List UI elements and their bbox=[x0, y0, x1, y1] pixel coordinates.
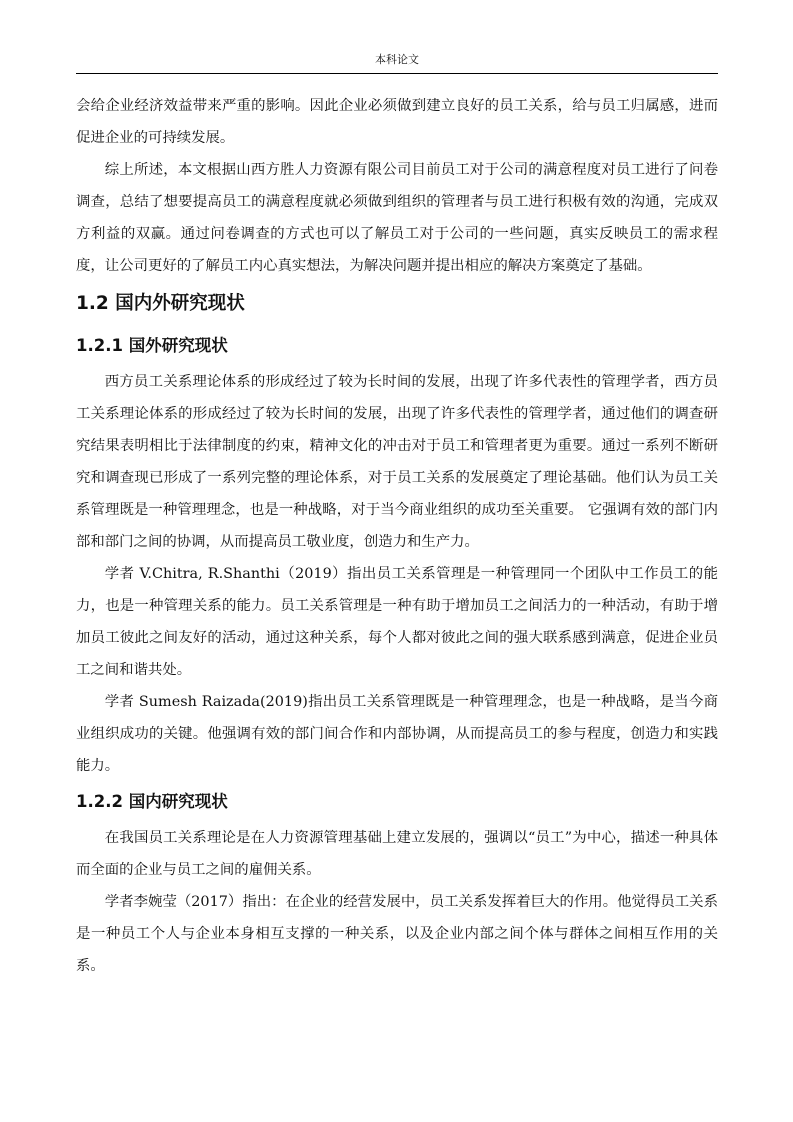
paragraph-continued: 会给企业经济效益带来严重的影响。因此企业必须做到建立良好的员工关系，给与员工归属感，进而促进企业的可持续发展。 bbox=[76, 98, 718, 146]
page-body bbox=[76, 90, 718, 982]
subsection-heading-1-2-1: 1.2.1 国外研究现状 bbox=[76, 336, 228, 355]
paragraph-western-theory: 西方员工关系理论体系的形成经过了较为长时间的发展，出现了许多代表性的管理学者，西方员工关系理论体系的形成经过了较为长时间的发展，出现了许多代表性的管理学者，通过他们的调查研究结果表明相比于法律制度的约束，精神文化的冲击对于员工和管理者更为重要。通过一系列不断研究和调查现已形成了一系列完整的理论体系，对于员工关系的发展奠定了理论基础。他们认为员工关系管理既是一种管理理念，也是一种战略，对于当今商业组织的成功至关重要。 它强调有效的部门内部和部门之间的协调，从而提高员工敬业度，创造力和生产力。 bbox=[76, 374, 718, 550]
running-header: 本科论文 bbox=[375, 53, 419, 66]
paragraph-domestic-theory: 在我国员工关系理论是在人力资源管理基础上建立发展的，强调以“员工”为中心，描述一种具体而全面的企业与员工之间的雇佣关系。 bbox=[76, 830, 718, 878]
paragraph-summary: 综上所述，本文根据山西方胜人力资源有限公司目前员工对于公司的满意程度对员工进行了问卷调查，总结了想要提高员工的满意程度就必须做到组织的管理者与员工进行积极有效的沟通，完成双方利益的双赢。通过问卷调查的方式也可以了解员工对于公司的一些问题，真实反映员工的需求程度，让公司更好的了解员工内心真实想法，为解决问题并提出相应的解决方案奠定了基础。 bbox=[76, 162, 718, 274]
paragraph-li-wanying: 学者李婉莹（2017）指出：在企业的经营发展中，员工关系发挥着巨大的作用。他觉得员工关系是一种员工个人与企业本身相互支撑的一种关系，以及企业内部之间个体与群体之间相互作用的关系。 bbox=[76, 894, 718, 974]
subsection-heading-1-2-2: 1.2.2 国内研究现状 bbox=[76, 792, 228, 811]
section-heading-1-2: 1.2 国内外研究现状 bbox=[76, 293, 245, 314]
header-divider bbox=[76, 73, 718, 74]
paragraph-chitra-shanthi: 学者 V.Chitra, R.Shanthi（2019）指出员工关系管理是一种管理同一个团队中工作员工的能力，也是一种管理关系的能力。员工关系管理是一种有助于增加员工之间活力的一种活动，有助于增加员工彼此之间友好的活动，通过这种关系，每个人都对彼此之间的强大联系感到满意，促进企业员工之间和谐共处。 bbox=[76, 566, 718, 678]
paragraph-raizada: 学者 Sumesh Raizada(2019)指出员工关系管理既是一种管理理念，也是一种战略，是当今商业组织成功的关键。他强调有效的部门间合作和内部协调，从而提高员工的参与程度，创造力和实践能力。 bbox=[76, 694, 718, 774]
